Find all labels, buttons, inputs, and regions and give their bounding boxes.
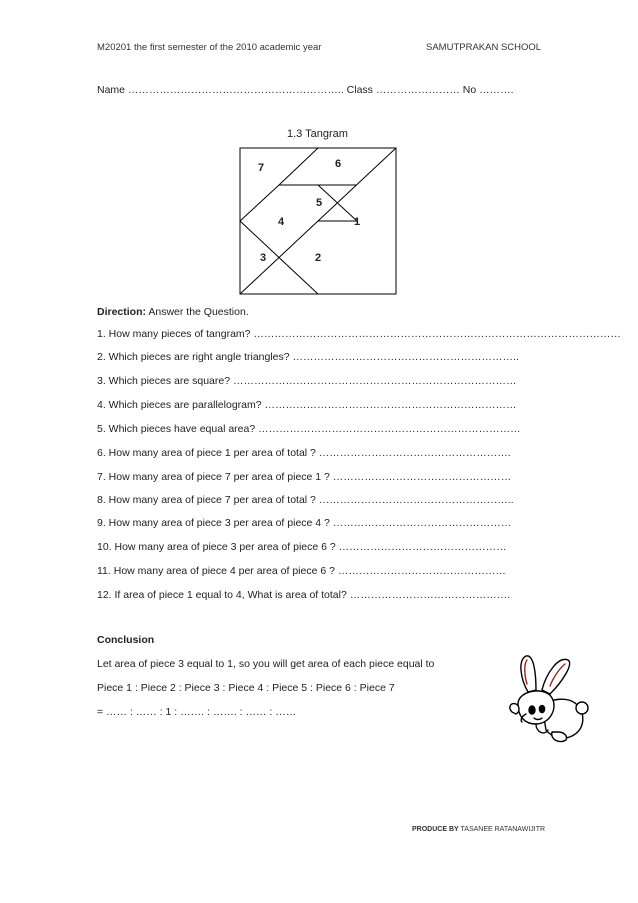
rabbit-right-ear <box>542 659 570 694</box>
question-2: 2. Which pieces are right angle triangles? ……………………………………………………….. <box>97 351 519 363</box>
tangram-line-piece7 <box>279 148 318 185</box>
direction-label: Direction: <box>97 306 147 318</box>
piece-5-label: 5 <box>316 197 323 209</box>
question-6: 6. How many area of piece 1 per area of total ? ………………………………………………. <box>97 447 511 459</box>
question-4: 4. Which pieces are parallelogram? ……………………………………………………………… <box>97 399 517 411</box>
footer-produce-label: PRODUCE BY <box>412 826 459 833</box>
question-1: 1. How many pieces of tangram? …………………………………………………………………………………………… <box>97 328 621 340</box>
direction-text: Answer the Question. <box>146 306 249 318</box>
question-5: 5. Which pieces have equal area? ………………………………………………………………… <box>97 423 521 435</box>
question-11: 11. How many area of piece 4 per area of piece 6 ? ………………………………………… <box>97 565 506 577</box>
rabbit-left-ear <box>521 656 536 692</box>
rabbit-left-paw <box>510 704 519 714</box>
question-10: 10. How many area of piece 3 per area of piece 6 ? ………………………………………… <box>97 541 507 553</box>
piece-1-label: 1 <box>354 216 361 228</box>
figure-title: 1.3 Tangram <box>287 128 348 140</box>
piece-3-label: 3 <box>260 252 267 264</box>
question-12: 12. If area of piece 1 equal to 4, What is area of total? ………………………………………. <box>97 589 511 601</box>
name-class-line: Name …………………………………………………….. Class …………………… No ………. <box>97 84 514 96</box>
piece-6-label: 6 <box>335 158 342 170</box>
question-7: 7. How many area of piece 7 per area of piece 1 ? …………………………………………… <box>97 471 512 483</box>
question-3: 3. Which pieces are square? ……………………………………………………………………… <box>97 375 517 387</box>
rabbit-tail <box>576 702 588 714</box>
question-9: 9. How many area of piece 3 per area of piece 4 ? …………………………………………… <box>97 517 512 529</box>
piece-4-label: 4 <box>278 216 285 228</box>
header-left: M20201 the first semester of the 2010 academic year <box>97 42 322 53</box>
conclusion-heading: Conclusion <box>97 634 155 646</box>
tangram-figure <box>236 144 400 298</box>
direction-line <box>97 306 249 318</box>
conclusion-line-1: Let area of piece 3 equal to 1, so you will get area of each piece equal to <box>97 658 435 670</box>
piece-2-label: 2 <box>315 252 322 264</box>
rabbit-cartoon-image <box>506 650 592 746</box>
conclusion-line-2: Piece 1 : Piece 2 : Piece 3 : Piece 4 : Piece 5 : Piece 6 : Piece 7 <box>97 682 395 694</box>
footer-credit <box>412 826 545 833</box>
header-right: SAMUTPRAKAN SCHOOL <box>426 42 542 53</box>
rabbit-foot <box>552 732 567 742</box>
footer-author: TASANEE RATANAWIJITR <box>460 826 546 833</box>
rabbit-eye <box>529 706 535 714</box>
question-8: 8. How many area of piece 7 per area of total ? ……………………………………………….. <box>97 494 514 506</box>
conclusion-line-3: = …… : …… : 1 : ……. : ……. : …… : …… <box>97 706 297 718</box>
tangram-line-piece4-top <box>240 185 279 221</box>
piece-7-label: 7 <box>258 162 265 174</box>
